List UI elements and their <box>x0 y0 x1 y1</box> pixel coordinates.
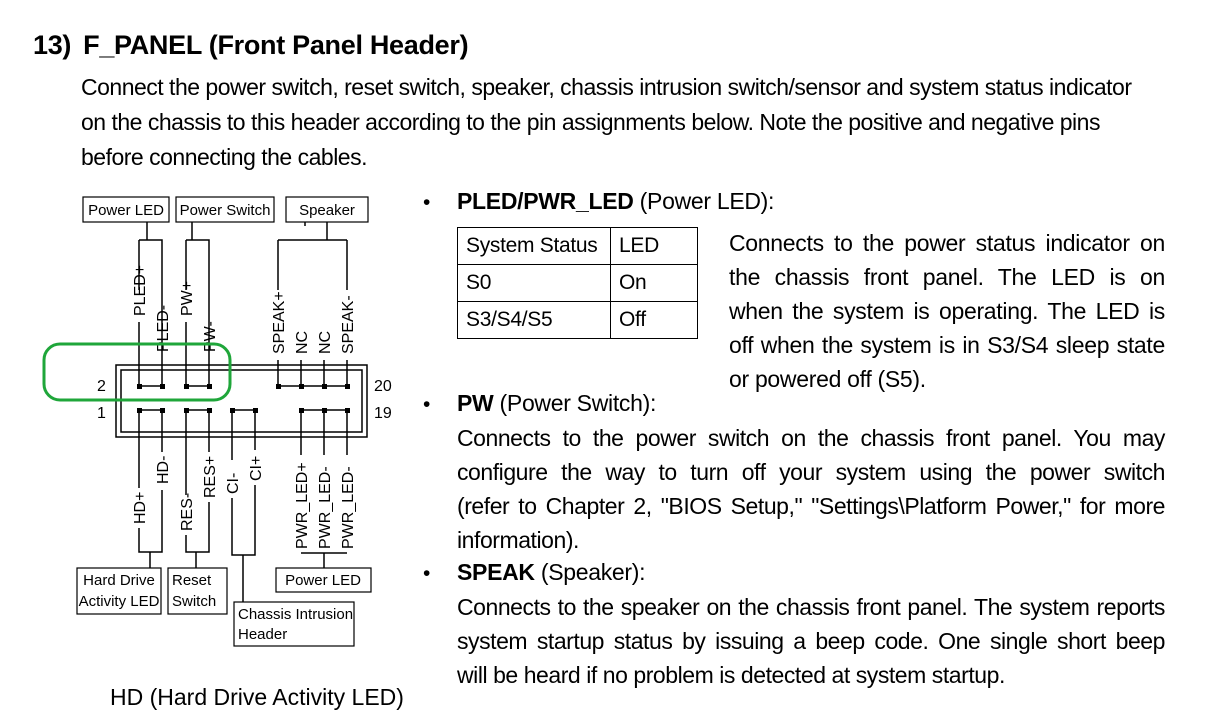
speak-heading <box>457 558 645 586</box>
pin-label-speak-plus: SPEAK+ <box>271 291 288 354</box>
pin-label-hd-plus: HD+ <box>132 491 149 524</box>
pin-label-pw-minus: PW- <box>202 321 219 352</box>
f-panel-pin-diagram <box>0 0 420 698</box>
table-header-row <box>458 228 698 265</box>
pin-label-speak-minus: SPEAK- <box>340 295 357 354</box>
table-cell: On <box>611 265 698 302</box>
pin-number-20: 20 <box>374 378 392 395</box>
pin-label-pled-plus: PLED+ <box>132 264 149 316</box>
pin-number-19: 19 <box>374 405 392 422</box>
pin-number-2: 2 <box>97 378 106 395</box>
pled-heading <box>457 187 774 215</box>
pin-label-ci-minus: CI- <box>225 472 242 494</box>
speak-line: will be heard if no problem is detected at system startup. <box>457 662 1005 688</box>
top-pin-labels <box>132 265 357 354</box>
speak-line: Connects to the speaker on the chassis front panel. The system reports <box>457 594 1165 620</box>
pin-label-ci-plus: CI+ <box>248 455 265 481</box>
table-header-cell: System Status <box>458 228 611 265</box>
pin-label-hd-minus: HD- <box>155 455 172 484</box>
hard-drive-box-line: Activity LED <box>78 593 160 610</box>
pin-label-nc: NC <box>294 330 311 354</box>
speaker-box-label: Speaker <box>299 202 355 219</box>
section-title: F_PANEL (Front Panel Header) <box>83 30 469 60</box>
bullet-speak: • <box>423 562 431 585</box>
table-row <box>458 265 698 302</box>
pin-label-pled-minus: PLED- <box>155 304 172 352</box>
pin-label-pw-plus: PW+ <box>179 280 196 316</box>
intro-line: before connecting the cables. <box>81 144 367 170</box>
pled-heading-rest: (Power LED): <box>633 188 775 214</box>
bullet-pled: • <box>423 191 431 214</box>
power-led-box-label: Power LED <box>88 202 164 219</box>
pled-heading-bold: PLED/PWR_LED <box>457 188 634 214</box>
pin-label-res-minus: RES- <box>179 492 196 531</box>
pw-line: configure the way to turn off your system using the power switch <box>457 459 1165 485</box>
pw-heading-bold: PW <box>457 390 494 416</box>
pw-line: Connects to the power switch on the chassis front panel. You may <box>457 425 1165 451</box>
table-row <box>458 302 698 339</box>
chassis-box-line: Header <box>238 626 288 643</box>
pin-label-pwr-led-minus: PWR_LED- <box>340 466 357 549</box>
reset-box-line: Reset <box>172 572 212 589</box>
table-cell: S3/S4/S5 <box>458 302 611 339</box>
pw-heading-rest: (Power Switch): <box>493 390 657 416</box>
bullet-pw: • <box>423 393 431 416</box>
speak-heading-rest: (Speaker): <box>534 559 646 585</box>
pin-label-pwr-led-minus: PWR_LED- <box>317 466 334 549</box>
hard-drive-box-line: Hard Drive <box>83 572 155 589</box>
pin-number-1: 1 <box>97 405 106 422</box>
led-status-table <box>457 227 698 339</box>
next-section-cutoff: HD (Hard Drive Activity LED) <box>110 684 404 710</box>
reset-box-line: Switch <box>172 593 217 610</box>
intro-line: on the chassis to this header according to the pin assignments below. Note the positive and negative pins <box>81 109 1100 135</box>
table-cell: Off <box>611 302 698 339</box>
intro-line: Connect the power switch, reset switch, speaker, chassis intrusion switch/sensor and system status indicator <box>81 74 1132 100</box>
pw-line: (refer to Chapter 2, "BIOS Setup," "Settings\Platform Power," for more <box>457 493 1165 519</box>
speak-description <box>457 590 1165 692</box>
section-number: 13) <box>33 30 72 60</box>
chassis-box-line: Chassis Intrusion <box>238 606 354 623</box>
speak-line: system startup status by issuing a beep code. One single short beep <box>457 628 1165 654</box>
power-led-bottom-label: Power LED <box>285 572 361 589</box>
table-header-cell: LED <box>611 228 698 265</box>
table-cell: S0 <box>458 265 611 302</box>
pw-line: information). <box>457 527 579 553</box>
top-connector-lines <box>139 222 347 385</box>
speak-heading-bold: SPEAK <box>457 559 535 585</box>
pin-label-res-plus: RES+ <box>202 455 219 498</box>
power-switch-box-label: Power Switch <box>179 202 271 219</box>
pled-description: Connects to the power status indicator on the chassis front panel. The LED is on when the system is operating. The LED is off when the system is in S3/S4 sleep state or powered off (S5). <box>729 230 1165 392</box>
pin-label-pwr-led-plus: PWR_LED+ <box>294 462 311 549</box>
pw-heading <box>457 389 656 417</box>
pw-description <box>457 421 1165 557</box>
bottom-pin-labels <box>132 456 357 549</box>
pin-label-nc: NC <box>317 330 334 354</box>
